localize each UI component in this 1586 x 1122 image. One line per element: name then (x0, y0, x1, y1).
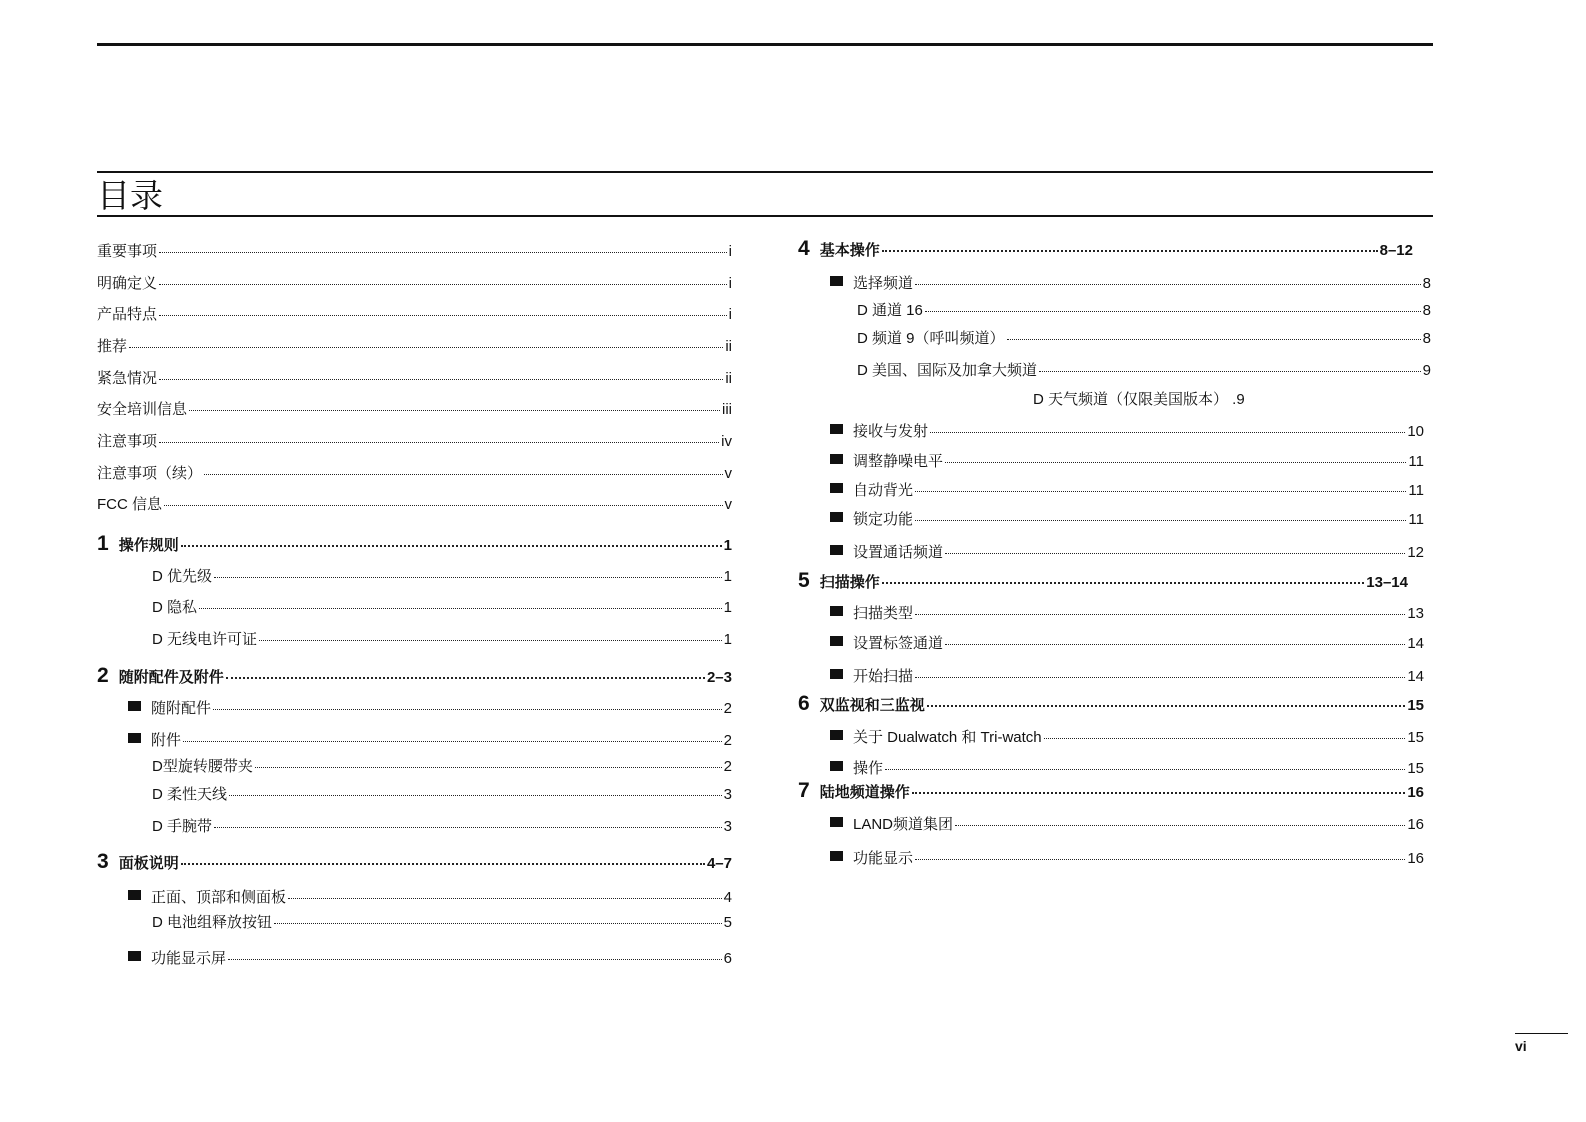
toc-label: 注意事项 (97, 433, 158, 450)
dot-leader (214, 577, 722, 578)
chapter-number: 3 (97, 850, 109, 873)
square-bullet-icon (830, 606, 843, 616)
dot-leader (915, 520, 1406, 521)
dot-leader (915, 614, 1405, 615)
toc-label: 扫描类型 (853, 605, 914, 622)
toc-entry[interactable] (830, 274, 1431, 294)
toc-label: 安全培训信息 (97, 401, 188, 418)
square-bullet-icon (830, 730, 843, 740)
toc-label: D 电池组释放按钮 (152, 914, 273, 931)
toc-label: 开始扫描 (853, 668, 914, 685)
toc-page: 11 (1408, 482, 1424, 499)
toc-label: LAND频道集团 (853, 816, 954, 833)
toc-entry[interactable] (128, 888, 732, 908)
toc-label: 推荐 (97, 338, 128, 355)
toc-page: 1 (723, 568, 732, 585)
toc-page: 8 (1422, 302, 1431, 319)
chapter-number: 4 (798, 237, 810, 260)
toc-page: 2 (723, 700, 732, 717)
toc-label: 明确定义 (97, 275, 158, 292)
toc-entry-weather[interactable]: D 天气频道（仅限美国版本） .9 (1033, 391, 1245, 408)
toc-label: D 通道 16 (857, 302, 923, 319)
toc-label: 紧急情况 (97, 370, 158, 387)
dot-leader (228, 959, 722, 960)
toc-label: 关于 Dualwatch 和 Tri-watch (853, 729, 1042, 746)
toc-entry[interactable] (830, 481, 1424, 501)
toc-entry[interactable] (97, 432, 732, 452)
dot-leader (945, 462, 1406, 463)
dot-leader (915, 491, 1406, 492)
toc-page: i (728, 243, 732, 260)
toc-entry[interactable] (152, 785, 732, 805)
toc-page: 9 (1422, 362, 1431, 379)
toc-label: 注意事项（续） (97, 465, 203, 482)
toc-label: 接收与发射 (853, 423, 929, 440)
dot-leader (213, 709, 722, 710)
toc-entry[interactable] (830, 634, 1424, 654)
toc-page: ii (725, 338, 732, 355)
dot-leader (885, 769, 1405, 770)
dot-leader (925, 311, 1421, 312)
toc-page: 11 (1408, 511, 1424, 528)
toc-label: D 隐私 (152, 599, 198, 616)
toc-page: 15 (1407, 760, 1424, 777)
toc-page: 13 (1407, 605, 1424, 622)
dot-leader (882, 582, 1365, 584)
square-bullet-icon (128, 890, 141, 900)
toc-entry[interactable] (152, 913, 732, 933)
toc-page: 6 (723, 950, 732, 967)
dot-leader (159, 442, 719, 443)
page-number-rule (1515, 1033, 1568, 1034)
dot-leader (229, 795, 722, 796)
toc-label: 随附配件 (151, 700, 212, 717)
dot-leader (1007, 339, 1421, 340)
toc-page: 1 (723, 537, 732, 554)
toc-page: 4–7 (706, 855, 732, 872)
toc-page: 8 (1422, 330, 1431, 347)
toc-page: 1 (723, 599, 732, 616)
toc-page: 4 (723, 889, 732, 906)
dot-leader (214, 827, 722, 828)
toc-label: 调整静噪电平 (853, 453, 944, 470)
square-bullet-icon (128, 701, 141, 711)
chapter-title: 陆地频道操作 (819, 784, 910, 801)
dot-leader (204, 474, 722, 475)
toc-page: 3 (723, 786, 732, 803)
toc-label: D型旋转腰带夹 (152, 758, 253, 775)
toc-entry[interactable] (128, 699, 732, 719)
dot-leader (955, 825, 1405, 826)
toc-label: 操作 (853, 760, 884, 777)
toc-entry[interactable] (830, 849, 1424, 869)
dot-leader (274, 923, 722, 924)
square-bullet-icon (830, 512, 843, 522)
toc-entry[interactable] (152, 598, 732, 618)
toc-entry[interactable] (830, 667, 1424, 687)
square-bullet-icon (830, 276, 843, 286)
toc-label: 正面、顶部和侧面板 (151, 889, 287, 906)
toc-page: i (728, 275, 732, 292)
toc-page: 15 (1407, 697, 1424, 714)
toc-chapter-4[interactable] (798, 239, 1413, 261)
toc-page: v (724, 465, 732, 482)
toc-page: 8–12 (1379, 242, 1413, 259)
toc-page: 2–3 (706, 669, 732, 686)
toc-label: 功能显示屏 (151, 950, 227, 967)
dot-leader (945, 553, 1405, 554)
toc-label: 功能显示 (853, 850, 914, 867)
toc-entry[interactable] (128, 731, 732, 751)
chapter-number: 7 (798, 779, 810, 802)
square-bullet-icon (830, 483, 843, 493)
dot-leader (164, 505, 723, 506)
toc-chapter-1[interactable] (97, 534, 732, 556)
toc-page: iii (722, 401, 732, 418)
square-bullet-icon (830, 636, 843, 646)
toc-page: iv (721, 433, 732, 450)
toc-label: D 手腕带 (152, 818, 213, 835)
toc-label: 锁定功能 (853, 511, 914, 528)
toc-entry[interactable] (152, 567, 732, 587)
square-bullet-icon (830, 669, 843, 679)
toc-page: 12 (1407, 544, 1424, 561)
toc-page: 14 (1407, 635, 1424, 652)
toc-label: 设置通话频道 (853, 544, 944, 561)
dot-leader (930, 432, 1405, 433)
toc-label: 附件 (151, 732, 182, 749)
toc-entry[interactable] (830, 815, 1424, 835)
square-bullet-icon (830, 545, 843, 555)
dot-leader (181, 545, 722, 547)
dot-leader (189, 410, 720, 411)
dot-leader (915, 284, 1421, 285)
toc-label: 自动背光 (853, 482, 914, 499)
toc-page: 2 (723, 758, 732, 775)
toc-chapter-7[interactable] (798, 781, 1424, 803)
square-bullet-icon (830, 761, 843, 771)
chapter-title: 基本操作 (819, 242, 880, 259)
dot-leader (255, 767, 722, 768)
toc-entry[interactable] (97, 305, 732, 325)
chapter-title: 双监视和三监视 (819, 697, 925, 714)
toc-page: i (728, 306, 732, 323)
toc-chapter-2[interactable] (97, 666, 732, 688)
title-bottom-rule (97, 215, 1433, 217)
top-rule (97, 43, 1433, 46)
toc-page: 3 (723, 818, 732, 835)
toc-entry[interactable] (830, 759, 1424, 779)
dot-leader (181, 863, 705, 865)
toc-page: 10 (1407, 423, 1424, 440)
toc-page: v (724, 496, 732, 513)
toc-page: 16 (1407, 816, 1424, 833)
toc-entry[interactable] (830, 543, 1424, 563)
toc-page: 11 (1408, 453, 1424, 470)
dot-leader (882, 250, 1378, 252)
toc-entry[interactable] (830, 604, 1424, 624)
toc-chapter-3[interactable] (97, 852, 732, 874)
toc-chapter-6[interactable] (798, 694, 1424, 716)
toc-entry[interactable] (97, 242, 732, 262)
dot-leader (945, 644, 1405, 645)
toc-label: 重要事项 (97, 243, 158, 260)
toc-entry[interactable] (97, 274, 732, 294)
toc-page: 2 (723, 732, 732, 749)
square-bullet-icon (128, 733, 141, 743)
toc-page: 14 (1407, 668, 1424, 685)
dot-leader (226, 677, 705, 679)
toc-label: 产品特点 (97, 306, 158, 323)
dot-leader (915, 677, 1405, 678)
toc-page: ii (725, 370, 732, 387)
toc-label: D 无线电许可证 (152, 631, 258, 648)
dot-leader (915, 859, 1405, 860)
square-bullet-icon (830, 424, 843, 434)
dot-leader (927, 705, 1406, 707)
dot-leader (288, 898, 722, 899)
dot-leader (1039, 371, 1421, 372)
toc-entry[interactable] (128, 949, 732, 969)
toc-page: 13–14 (1366, 574, 1408, 591)
toc-chapter-5[interactable] (798, 571, 1408, 593)
title-top-rule (97, 171, 1433, 173)
toc-label: D 柔性天线 (152, 786, 228, 803)
toc-label: D 频道 9（呼叫频道） (857, 330, 1005, 347)
chapter-title: 随附配件及附件 (118, 669, 224, 686)
dot-leader (199, 608, 722, 609)
toc-page: 5 (723, 914, 732, 931)
chapter-number: 6 (798, 692, 810, 715)
dot-leader (1044, 738, 1406, 739)
square-bullet-icon (128, 951, 141, 961)
toc-label: FCC 信息 (97, 496, 162, 513)
toc-page: 16 (1407, 784, 1424, 801)
toc-entry[interactable] (830, 452, 1424, 472)
page-title: 目录 (97, 177, 163, 214)
toc-entry[interactable] (857, 301, 1431, 321)
toc-entry[interactable] (830, 422, 1424, 442)
toc-entry[interactable] (830, 510, 1424, 530)
dot-leader (159, 252, 727, 253)
toc-entry[interactable] (830, 728, 1424, 748)
toc-label: D 优先级 (152, 568, 213, 585)
toc-entry[interactable] (97, 495, 732, 515)
toc-label: 选择频道 (853, 275, 914, 292)
toc-entry[interactable] (152, 757, 732, 777)
dot-leader (159, 379, 723, 380)
dot-leader (159, 284, 727, 285)
chapter-title: 操作规则 (118, 537, 179, 554)
toc-entry[interactable] (857, 329, 1431, 349)
dot-leader (259, 640, 722, 641)
toc-entry[interactable] (152, 817, 732, 837)
toc-label: 设置标签通道 (853, 635, 944, 652)
dot-leader (912, 792, 1406, 794)
square-bullet-icon (830, 454, 843, 464)
toc-entry[interactable] (152, 630, 732, 650)
toc-page: 1 (723, 631, 732, 648)
square-bullet-icon (830, 817, 843, 827)
chapter-number: 5 (798, 569, 810, 592)
dot-leader (183, 741, 722, 742)
chapter-number: 1 (97, 532, 109, 555)
dot-leader (159, 315, 727, 316)
square-bullet-icon (830, 851, 843, 861)
toc-entry[interactable] (857, 361, 1431, 381)
toc-entry[interactable] (97, 400, 732, 420)
chapter-title: 扫描操作 (819, 574, 880, 591)
toc-entry[interactable] (97, 337, 732, 357)
dot-leader (129, 347, 723, 348)
toc-page: 16 (1407, 850, 1424, 867)
page-number: vi (1515, 1038, 1527, 1054)
toc-page: 15 (1407, 729, 1424, 746)
chapter-title: 面板说明 (118, 855, 179, 872)
toc-page: 8 (1422, 275, 1431, 292)
toc-entry[interactable] (97, 369, 732, 389)
chapter-number: 2 (97, 664, 109, 687)
toc-label: D 美国、国际及加拿大频道 (857, 362, 1038, 379)
toc-entry[interactable] (97, 464, 732, 484)
